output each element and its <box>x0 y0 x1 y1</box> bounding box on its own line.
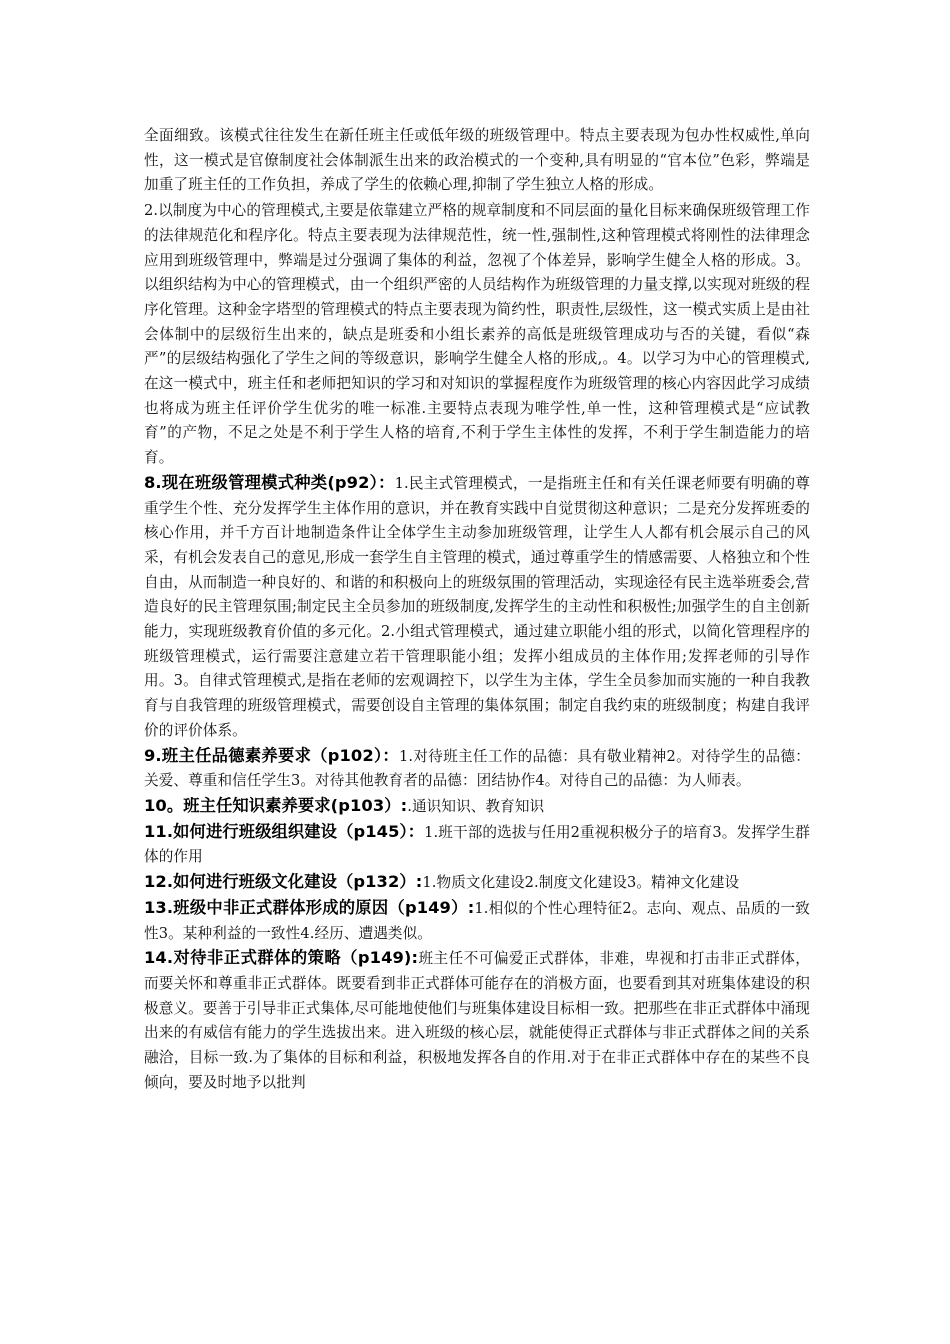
section-8-current-models <box>144 471 810 744</box>
paragraph-text: 2.以制度为中心的管理模式,主要是依靠建立严格的规章制度和不同层面的量化目标来确保班级管理工作的法律规范化和程序化。特点主要表现为法律规范性，统一性,强制性,这种管理模式将刚性的法律理念应用到班级管理中，弊端是过分强调了集体的利益，忽视了个体差异，影响学生健全人格的形成。3。以组织结构为中心的管理模式，由一个组织严密的人员结构作为班级管理的力量支撑,以实现对班级的程序化管理。这种金字塔型的管理模式的特点主要表现为简约性，职责性,层级性，这一模式实质上是由社会体制中的层级衍生出来的，缺点是班委和小组长素养的高低是班级管理成功与否的关键，看似“森严”的层级结构强化了学生之间的等级意识，影响学生健全人格的形成,。4。以学习为中心的管理模式,在这一模式中，班主任和老师把知识的学习和对知识的掌握程度作为班级管理的核心内容因此学习成绩也将成为班主任评价学生优劣的唯一标准.主要特点表现为唯学性,单一性，这种管理模式是“应试教育”的产物，不足之处是不利于学生人格的培育,不利于学生主体性的发挥，不利于学生制造能力的培育。 <box>144 202 810 467</box>
section-text: 班主任不可偏爱正式群体，非难，卑视和打击非正式群体，而要关怀和尊重非正式群体。既要看到非正式群体可能存在的消极方面，也要看到其对班集体建设的积极意义。要善于引导非正式集体,尽可能地使他们与班集体建设目标相一致。把那些在非正式群体中涌现出来的有威信有能力的学生选拔出来。进入班级的核心层，就能使得正式群体与非正式群体之间的关系融洽，目标一致.为了集体的目标和利益，积极地发挥各自的作用.对于在非正式群体中存在的某些不良倾向，要及时地予以批判 <box>144 950 811 1091</box>
section-text: 1.民主式管理模式，一是指班主任和有关任课老师要有明确的尊重学生个性、充分发挥学生主体作用的意识，并在教育实践中自觉贯彻这种意识；二是充分发挥班委的核心作用，并千方百计地制造条件让全体学生主动参加班级管理，让学生人人都有机会展示自己的风采，有机会发表自己的意见,形成一套学生自主管理的模式，通过尊重学生的情感需要、人格独立和个性自由，从而制造一种良好的、和谐的和积极向上的班级氛围的管理活动，实现途径有民主选举班委会,营造良好的民主管理氛围;制定民主全员参加的班级制度,发挥学生的主动性和积极性;加强学生的自主创新能力，实现班级教育价值的多元化。2.小组式管理模式，通过建立职能小组的形式，以简化管理程序的班级管理模式，运行需要注意建立若干管理职能小组；发挥小组成员的主体作用;发挥老师的引导作用。3。自律式管理模式,是指在老师的宏观调控下，以学生为主体，学生全员参加而实施的一种自我教育与自我管理的班级管理模式，需要创设自主管理的集体氛围；制定自我约束的班级制度；构建自我评价的评价体系。 <box>144 474 810 739</box>
section-heading: 10。班主任知识素养要求(p103）: <box>144 795 408 815</box>
section-9-moral-requirements <box>144 744 810 794</box>
document-page <box>144 123 810 1095</box>
section-14-informal-group-strategy <box>144 946 810 1095</box>
section-heading: 9.班主任品德素养要求（p102）： <box>144 745 400 765</box>
section-text: .通识知识、教育知识 <box>407 797 545 815</box>
section-text: 1.相似的个性心理特征2。志向、观点、品质的一致性3。某种利益的一致性4.经历、遭遇类似。 <box>144 899 810 942</box>
section-text: 1.班干部的选拔与任用2重视积极分子的培育3。发挥学生群体的作用 <box>144 823 811 866</box>
paragraph-teacher-centered-model-end <box>144 123 810 198</box>
section-heading: 8.现在班级管理模式种类(p92）： <box>144 472 395 492</box>
section-13-informal-group-causes <box>144 896 810 946</box>
section-text: 1.物质文化建设2.制度文化建设3。精神文化建设 <box>422 874 740 892</box>
section-heading: 11.如何进行班级组织建设（p145）： <box>144 821 425 841</box>
section-10-knowledge-requirements <box>144 794 810 820</box>
paragraph-text: 全面细致。该模式往往发生在新任班主任或低年级的班级管理中。特点主要表现为包办性权威性,单向性，这一模式是官僚制度社会体制派生出来的政治模式的一个变种,具有明显的“官本位”色彩，弊端是加重了班主任的工作负担，养成了学生的依赖心理,抑制了学生独立人格的形成。 <box>144 127 810 194</box>
section-heading: 14.对待非正式群体的策略（p149): <box>144 948 419 968</box>
section-heading: 13.班级中非正式群体形成的原因（p149）: <box>144 897 475 917</box>
paragraph-management-models <box>144 198 810 471</box>
section-11-organization-building <box>144 820 810 870</box>
section-12-culture-building <box>144 870 810 896</box>
section-text: 1.对待班主任工作的品德：具有敬业精神2。对待学生的品德：关爱、尊重和信任学生3。对待其他教育者的品德：团结协作4。对待自己的品德：为人师表。 <box>144 747 810 790</box>
section-heading: 12.如何进行班级文化建设（p132）: <box>144 872 423 892</box>
